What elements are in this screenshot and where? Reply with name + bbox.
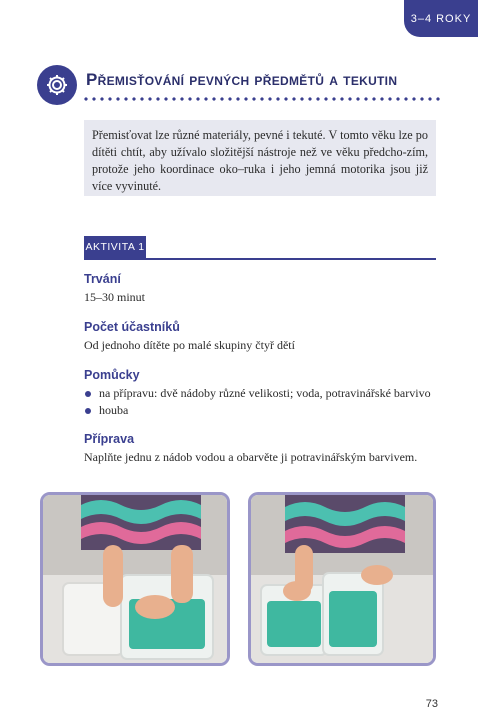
intro-text: Přemisťovat lze různé materiály, pevné i tekuté. V tomto věku lze po dítěti chtít, aby užívalo složitější nástroje než ve věku předcho-zím, protože jeho koordinace oko–ruka i jeho jemná motorika jsou již více vyvinuté.: [92, 128, 428, 193]
activity-badge: [84, 236, 146, 258]
activity-label: AKTIVITA 1: [85, 241, 145, 253]
photo-left: [40, 492, 230, 666]
gear-icon: [44, 72, 70, 98]
duration-text: 15–30 minut: [84, 290, 146, 304]
age-label: 3–4 ROKY: [410, 12, 472, 25]
duration-heading: Trvání: [84, 272, 121, 286]
supplies-item: [84, 386, 431, 401]
age-tab: [404, 0, 478, 37]
gear-badge: [37, 65, 77, 105]
supplies-item: [84, 403, 128, 418]
supplies-item-text: houba: [99, 403, 129, 417]
bullet-icon: [85, 408, 91, 414]
supplies-heading: Pomůcky: [84, 368, 140, 382]
preparation-heading: Příprava: [84, 432, 135, 446]
photo-right: [248, 492, 436, 666]
activity-rule: [84, 258, 436, 260]
supplies-item-text: na přípravu: dvě nádoby různé velikosti; voda, potravinářské barvivo: [99, 386, 431, 400]
preparation-text: Naplňte jednu z nádob vodou a obarvěte ji potravinářským barvivem.: [84, 450, 418, 464]
participants-text: Od jednoho dítěte po malé skupiny čtyř dětí: [84, 338, 295, 352]
participants-heading: Počet účastníků: [84, 320, 180, 334]
bullet-icon: [85, 391, 91, 397]
page-number: 73: [425, 698, 438, 710]
title-dotted-rule: [82, 96, 444, 102]
page-title: Přemisťování pevných předmětů a tekutin: [86, 70, 398, 89]
intro-box: [84, 120, 436, 196]
